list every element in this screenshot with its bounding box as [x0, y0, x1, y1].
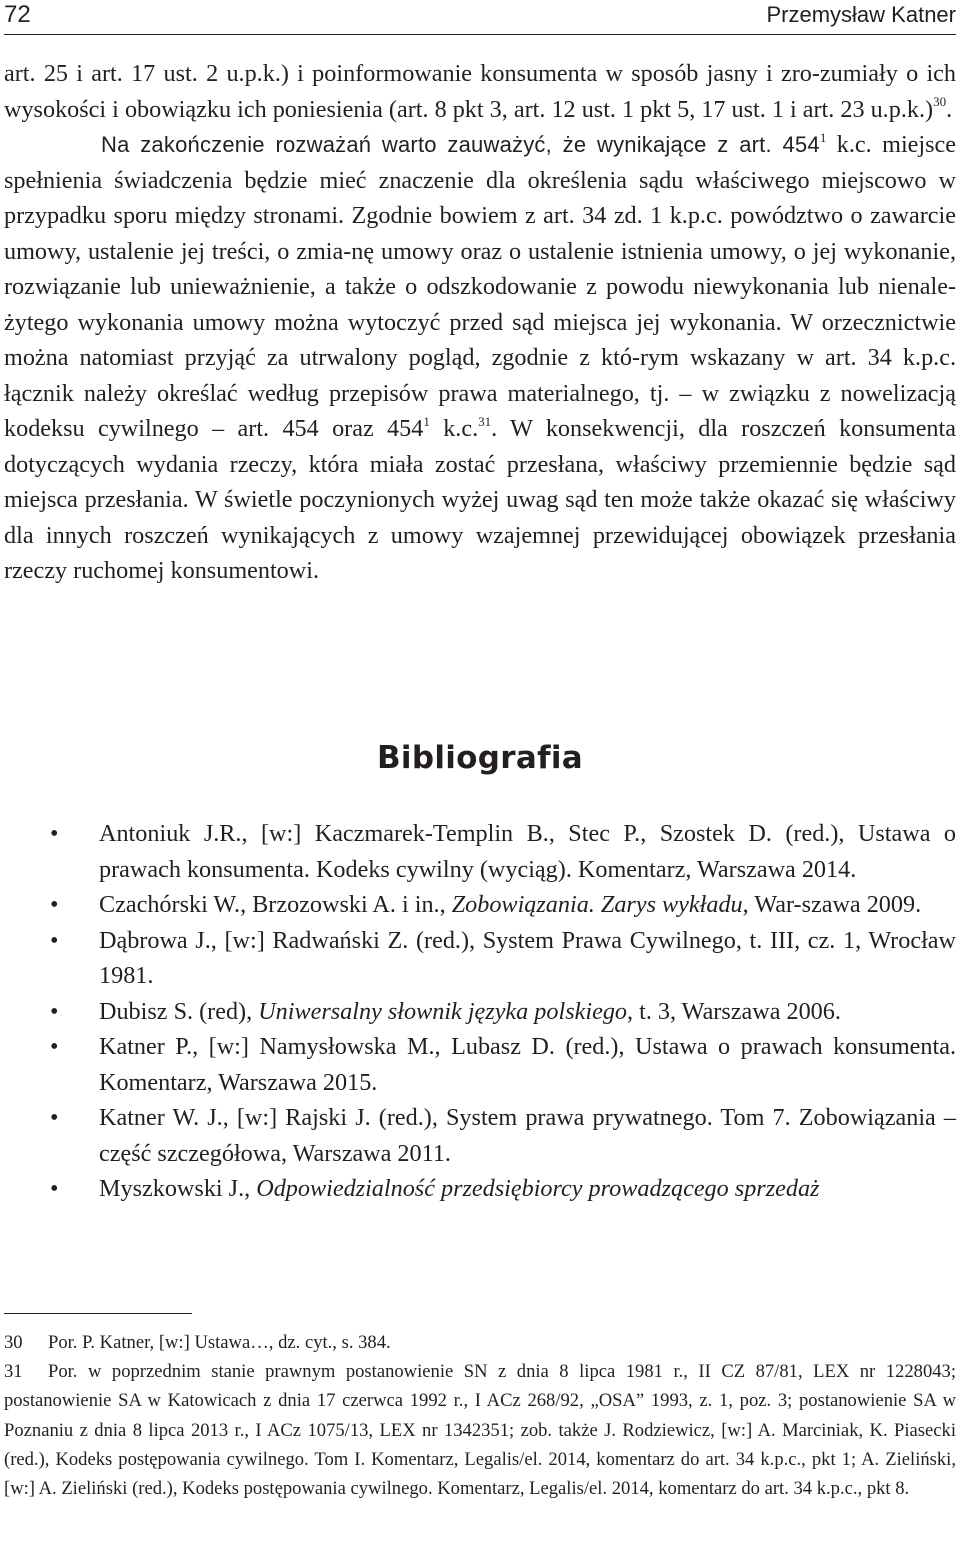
bullet-icon: • [50, 1033, 59, 1060]
paragraph-conclusion [4, 127, 956, 589]
superscript: 1 [819, 129, 827, 145]
entry-title-italic: Odpowiedzialność przedsiębiorcy prowadzącego sprzedaż [256, 1175, 820, 1202]
paragraph-continued [4, 56, 956, 127]
entry-text: Antoniuk J.R., [w:] Kaczmarek-Templin B., Stec P., Szostek D. (red.), Ustawa o prawach konsumenta. Kodeks cywilny (wyciąg). Komentarz, Warszawa 2014. [99, 820, 956, 883]
paragraph-text: . [946, 95, 953, 123]
bibliography-item [4, 1100, 956, 1171]
entry-text: Katner W. J., [w:] Rajski J. (red.), System prawa prywatnego. Tom 7. Zobowiązania – część szczegółowa, Warszawa 2011. [99, 1104, 956, 1167]
bullet-icon: • [50, 926, 59, 954]
bullet-icon: • [50, 891, 59, 918]
bibliography-item [4, 1171, 956, 1207]
running-head-author: Przemysław Katner [766, 2, 956, 27]
page-header [0, 0, 960, 38]
paragraph-text: k.c. miejsce spełnienia świadczenia będzie mieć znaczenie dla określenia sądu właściwego miejscowo w przypadku sporu między stronami. Zgodnie bowiem z art. 34 zd. 1 k.p.c. powództwo o zawarcie umowy, ustalenie jej treści, o zmia-nę umowy oraz o ustalenie istnienia umowy, o jej wykonanie, rozwiązanie lub unieważnienie, a także o odszkodowanie z powodu niewykonania lub nienale-żytego wykonania umowy można wytoczyć przed sąd miejsca jej wykonania. W orzecznictwie można natomiast przyjąć za utrwalony pogląd, zgodnie z któ-rym wskazany w art. 34 k.p.c. łącznik należy określać według przepisów prawa materialnego, tj. – w związku z nowelizacją kodeksu cywilnego – art. 454 oraz 454 [4, 131, 956, 442]
footnote-rule [4, 1313, 192, 1314]
entry-text: , War-szawa 2009. [742, 891, 922, 918]
entry-text: Katner P., [w:] Namysłowska M., Lubasz D. (red.), Ustawa o prawach konsumenta. Komentarz, Warszawa 2015. [99, 1033, 956, 1096]
page-number: 72 [4, 1, 31, 28]
entry-text: Dąbrowa J., [w:] Radwański Z. (red.), System Prawa Cywilnego, t. III, cz. 1, Wrocław 1981. [99, 926, 956, 989]
footnote-ref-30: 30 [933, 94, 947, 110]
footnote-ref-31: 31 [478, 413, 492, 429]
bullet-icon: • [50, 1104, 59, 1131]
paragraph-text: Na zakończenie rozważań warto zauważyć, że wynikające z art. 454 [101, 132, 820, 157]
paragraph-text: k.c. [429, 415, 479, 442]
bullet-icon: • [50, 1175, 59, 1202]
bibliography-item [4, 816, 956, 887]
entry-title-italic: Zobowiązania. Zarys wykładu [451, 891, 743, 918]
entry-text: Dubisz S. (red), [99, 997, 259, 1025]
superscript: 1 [423, 413, 430, 429]
entry-text: Czachórski W., Brzozowski A. i in., [99, 891, 452, 918]
footnote-30 [4, 1328, 956, 1357]
bibliography-heading: Bibliografia [376, 740, 584, 776]
footnote-text: Por. P. Katner, [w:] Ustawa…, dz. cyt., s. 384. [48, 1332, 391, 1353]
entry-text: Myszkowski J., [99, 1175, 257, 1202]
entry-title-italic: Uniwersalny słownik języka polskiego [258, 997, 628, 1025]
bibliography-item [4, 994, 956, 1030]
footnote-number: 31 [4, 1361, 23, 1383]
bullet-icon: • [50, 820, 59, 847]
paragraph-text: . W konsekwencji, dla roszczeń konsumenta dotyczących wydania rzeczy, która miała zostać przesłana, właściwy przemiennie będzie sąd miejsca przesłania. W świetle poczynionych wyżej uwag sąd ten może także okazać się właściwy dla innych roszczeń wynikających z umowy wzajemnej przewidującej obowiązek przesłania rzeczy ruchomej konsumentowi. [4, 415, 956, 584]
footnotes [4, 1328, 956, 1503]
paragraph-text: art. 25 i art. 17 ust. 2 u.p.k.) i poinformowanie konsumenta w sposób jasny i zro-zumiały o ich wysokości i obowiązku ich poniesienia (art. 8 pkt 3, art. 12 ust. 1 pkt 5, 17 ust. 1 i art. 23 u.p.k.) [4, 60, 956, 123]
bibliography-item [4, 923, 956, 994]
bullet-icon: • [50, 997, 59, 1025]
main-text [4, 56, 956, 589]
bibliography-item [4, 1029, 956, 1100]
entry-text: , t. 3, Warszawa 2006. [627, 997, 841, 1025]
bibliography-list [4, 816, 956, 1207]
footnote-text: Por. w poprzednim stanie prawnym postanowienie SN z dnia 8 lipca 1981 r., II CZ 87/81, LEX nr 1228043; postanowienie SA w Katowicach z dnia 17 czerwca 1992 r., I ACz 268/92, „OSA” 1993, z. 1, poz. 3; postanowienie SA w Poznaniu z dnia 8 lipca 2013 r., I ACz 1075/13, LEX nr 1342351; zob. także J. Rodziewicz, [w:] A. Marciniak, K. Piasecki (red.), Kodeks postępowania cywilnego. Tom I. Komentarz, Legalis/el. 2014, komentarz do art. 34 k.p.c., pkt 1; A. Zieliński, [w:] A. Zieliński (red.), Kodeks postępowania cywilnego. Komentarz, Legalis/el. 2014, komentarz do art. 34 k.p.c., pkt 8. [4, 1361, 956, 1500]
footnote-31 [4, 1357, 956, 1503]
footnote-number: 30 [4, 1332, 23, 1353]
bibliography-item [4, 887, 956, 923]
header-rule [4, 34, 956, 35]
